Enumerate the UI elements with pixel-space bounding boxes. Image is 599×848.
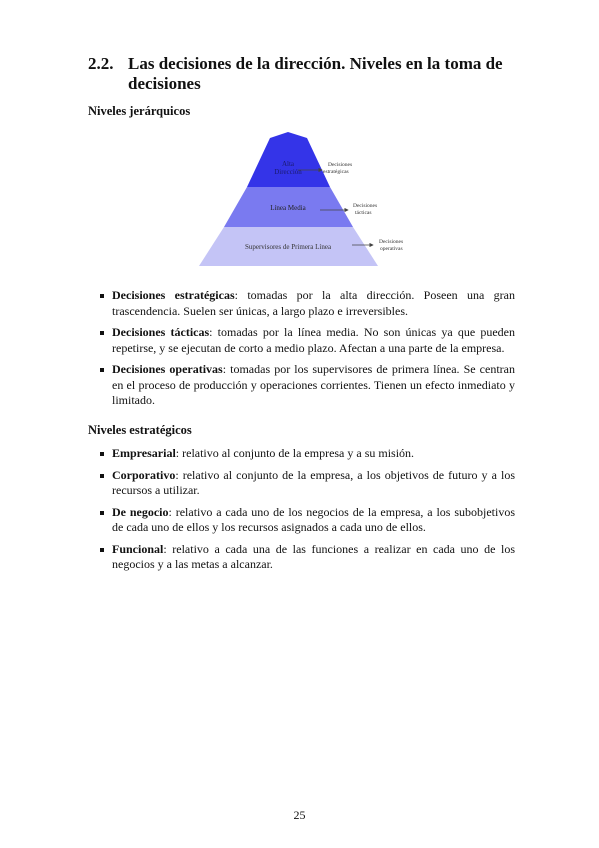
tier-middle-label: Línea Media	[270, 204, 306, 212]
hierarchy-pyramid-diagram	[0, 0, 599, 300]
bullet-marker	[100, 294, 104, 298]
list-item-text: : tomadas por la línea media. No son únicas ya que pueden repetirse, y se ejecutan de corto a medio plazo. Afectan a una parte de la empresa.	[112, 325, 515, 355]
bullet-marker	[100, 548, 104, 552]
page-number: 25	[293, 808, 306, 822]
tactical-decisions-label-line1: Decisiones	[353, 203, 378, 209]
list-item	[100, 446, 515, 462]
list-item-text: : tomadas por los supervisores de primera línea. Se centran en el proceso de producción y operaciones corrientes. Tienen un efecto inmediato y limitado.	[112, 362, 515, 407]
operational-decisions-label-line2: operativas	[380, 246, 403, 252]
bullet-marker	[100, 474, 104, 478]
pyramid-apex	[270, 132, 307, 138]
tier-bottom-label: Supervisores de Primera Línea	[244, 243, 332, 251]
list-item-text: : relativo a cada uno de los negocios de la empresa, a los subobjetivos de cada uno de ellos y los recursos asignados a cada uno de ellos.	[112, 504, 515, 534]
tactical-decisions-label-line2: tácticas	[355, 210, 372, 216]
list-item-term: Decisiones operativas	[112, 362, 223, 376]
list-item-text: : relativo al conjunto de la empresa y a su misión.	[175, 446, 415, 460]
subheading-hierarchical-levels: Niveles jerárquicos	[88, 104, 191, 118]
list-item	[100, 468, 515, 499]
list-item	[100, 542, 515, 573]
list-item-term: Corporativo	[112, 467, 176, 482]
bullet-marker	[100, 452, 104, 456]
list-item	[100, 325, 515, 356]
list-item-term: Decisiones estratégicas	[112, 288, 235, 302]
section-title: Las decisiones de la dirección. Niveles en la toma de decisiones	[128, 54, 503, 93]
list-item-term: Funcional	[112, 541, 164, 556]
tier-top-label-line2: Dirección	[274, 168, 302, 176]
hierarchical-decisions-list	[100, 288, 515, 415]
tier-top-label-line1: Alta	[281, 160, 295, 168]
bullet-marker	[100, 511, 104, 515]
list-item-text: : tomadas por la alta dirección. Poseen una gran trascendencia. Suelen ser únicas, a largo plazo e irreversibles.	[112, 288, 516, 318]
list-item-text: : relativo al conjunto de la empresa, a los objetivos de futuro y a los recursos a utilizar.	[112, 467, 515, 497]
bullet-marker	[100, 368, 104, 372]
strategic-decisions-label-line1: Decisiones	[328, 162, 353, 168]
list-item-term: De negocio	[112, 504, 169, 519]
list-item-term: Decisiones tácticas	[112, 325, 210, 339]
list-item	[100, 288, 515, 319]
list-item-text: : relativo a cada una de las funciones a realizar en cada uno de los negocios y a las metas a alcanzar.	[112, 541, 515, 571]
strategic-decisions-label-line2: estratégicas	[323, 169, 349, 175]
strategic-levels-list	[100, 446, 515, 579]
subheading-strategic-levels: Niveles estratégicos	[88, 423, 192, 437]
operational-decisions-label-line1: Decisiones	[379, 239, 404, 245]
bullet-marker	[100, 331, 104, 335]
list-item-term: Empresarial	[112, 446, 176, 460]
list-item	[100, 505, 515, 536]
list-item	[100, 362, 515, 409]
section-number: 2.2.	[88, 54, 114, 73]
